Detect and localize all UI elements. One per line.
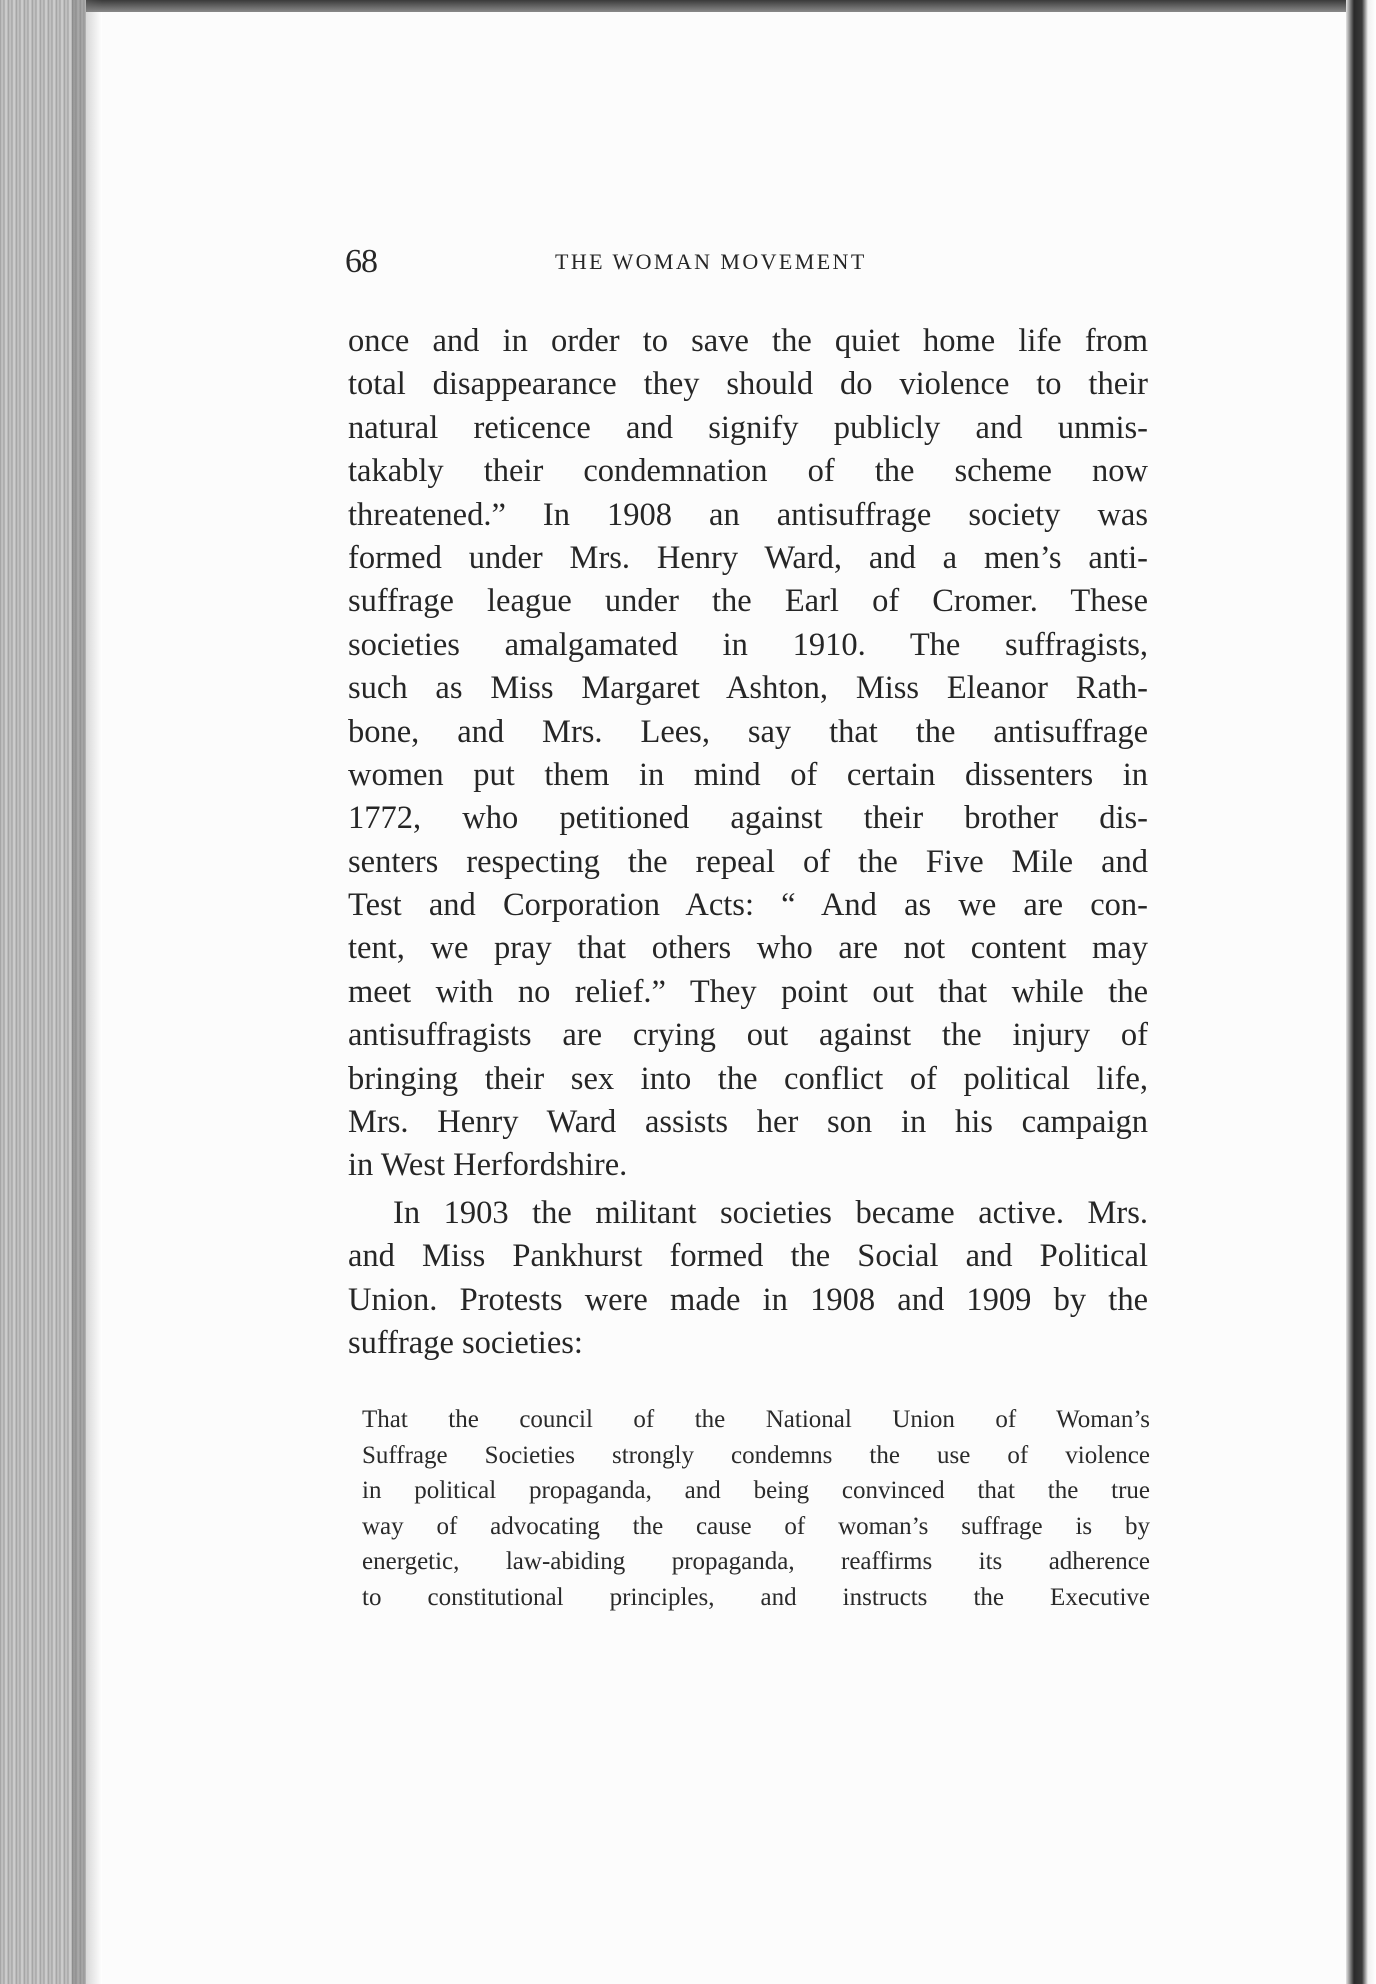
text-line: tent, we pray that others who are not content may (348, 930, 1148, 967)
scan-top-edge (0, 0, 1376, 12)
text-line: societies amalgamated in 1910. The suffragists, (348, 626, 1148, 663)
quote-line: way of advocating the cause of woman’s suffrage is by (362, 1512, 1150, 1540)
text-line: women put them in mind of certain dissenters in (348, 756, 1148, 793)
text-line: formed under Mrs. Henry Ward, and a men’s anti- (348, 539, 1148, 576)
text-line: bone, and Mrs. Lees, say that the antisuffrage (348, 713, 1148, 750)
quote-line: to constitutional principles, and instructs the Executive (362, 1583, 1150, 1611)
text-line: and Miss Pankhurst formed the Social and Political (348, 1238, 1148, 1275)
text-line: senters respecting the repeal of the Five Mile and (348, 843, 1148, 880)
text-line: total disappearance they should do violence to their (348, 366, 1148, 403)
paragraph-1 (348, 320, 1148, 1188)
text-line: In 1903 the militant societies became active. Mrs. (393, 1194, 1148, 1231)
quote-line: That the council of the National Union of Woman’s (362, 1406, 1150, 1433)
text-line: 1772, who petitioned against their brother dis- (348, 800, 1148, 837)
scan-right-edge (1346, 0, 1376, 1984)
page-header (345, 242, 930, 282)
running-head: THE WOMAN MOVEMENT (555, 249, 867, 274)
block-quote (362, 1402, 1150, 1615)
quote-line: Suffrage Societies strongly condemns the use of violence (362, 1441, 1150, 1469)
text-line: suffrage societies: (348, 1324, 583, 1361)
body-text (348, 320, 1148, 1365)
text-line: threatened.” In 1908 an antisuffrage society was (348, 496, 1148, 533)
text-line: bringing their sex into the conflict of political life, (348, 1060, 1148, 1097)
text-line: in West Herfordshire. (348, 1147, 628, 1184)
text-line: Union. Protests were made in 1908 and 1909 by the (348, 1281, 1148, 1318)
text-line: antisuffragists are crying out against the injury of (348, 1017, 1148, 1054)
paragraph-2 (348, 1192, 1148, 1366)
quote-line: in political propaganda, and being convinced that the true (362, 1477, 1150, 1504)
text-line: such as Miss Margaret Ashton, Miss Eleanor Rath- (348, 670, 1148, 707)
text-line: suffrage league under the Earl of Cromer. These (348, 583, 1148, 620)
text-line: Test and Corporation Acts: “ And as we are con- (348, 887, 1148, 924)
text-line: meet with no relief.” They point out that while the (348, 973, 1148, 1010)
quote-line: energetic, law-abiding propaganda, reaffirms its adherence (362, 1548, 1150, 1575)
page-number: 68 (345, 243, 377, 280)
binding-shadow (72, 0, 102, 1984)
text-line: once and in order to save the quiet home life from (348, 323, 1148, 359)
text-line: natural reticence and signify publicly and unmis- (348, 409, 1148, 446)
text-line: Mrs. Henry Ward assists her son in his campaign (348, 1104, 1148, 1141)
text-line: takably their condemnation of the scheme now (348, 453, 1148, 490)
